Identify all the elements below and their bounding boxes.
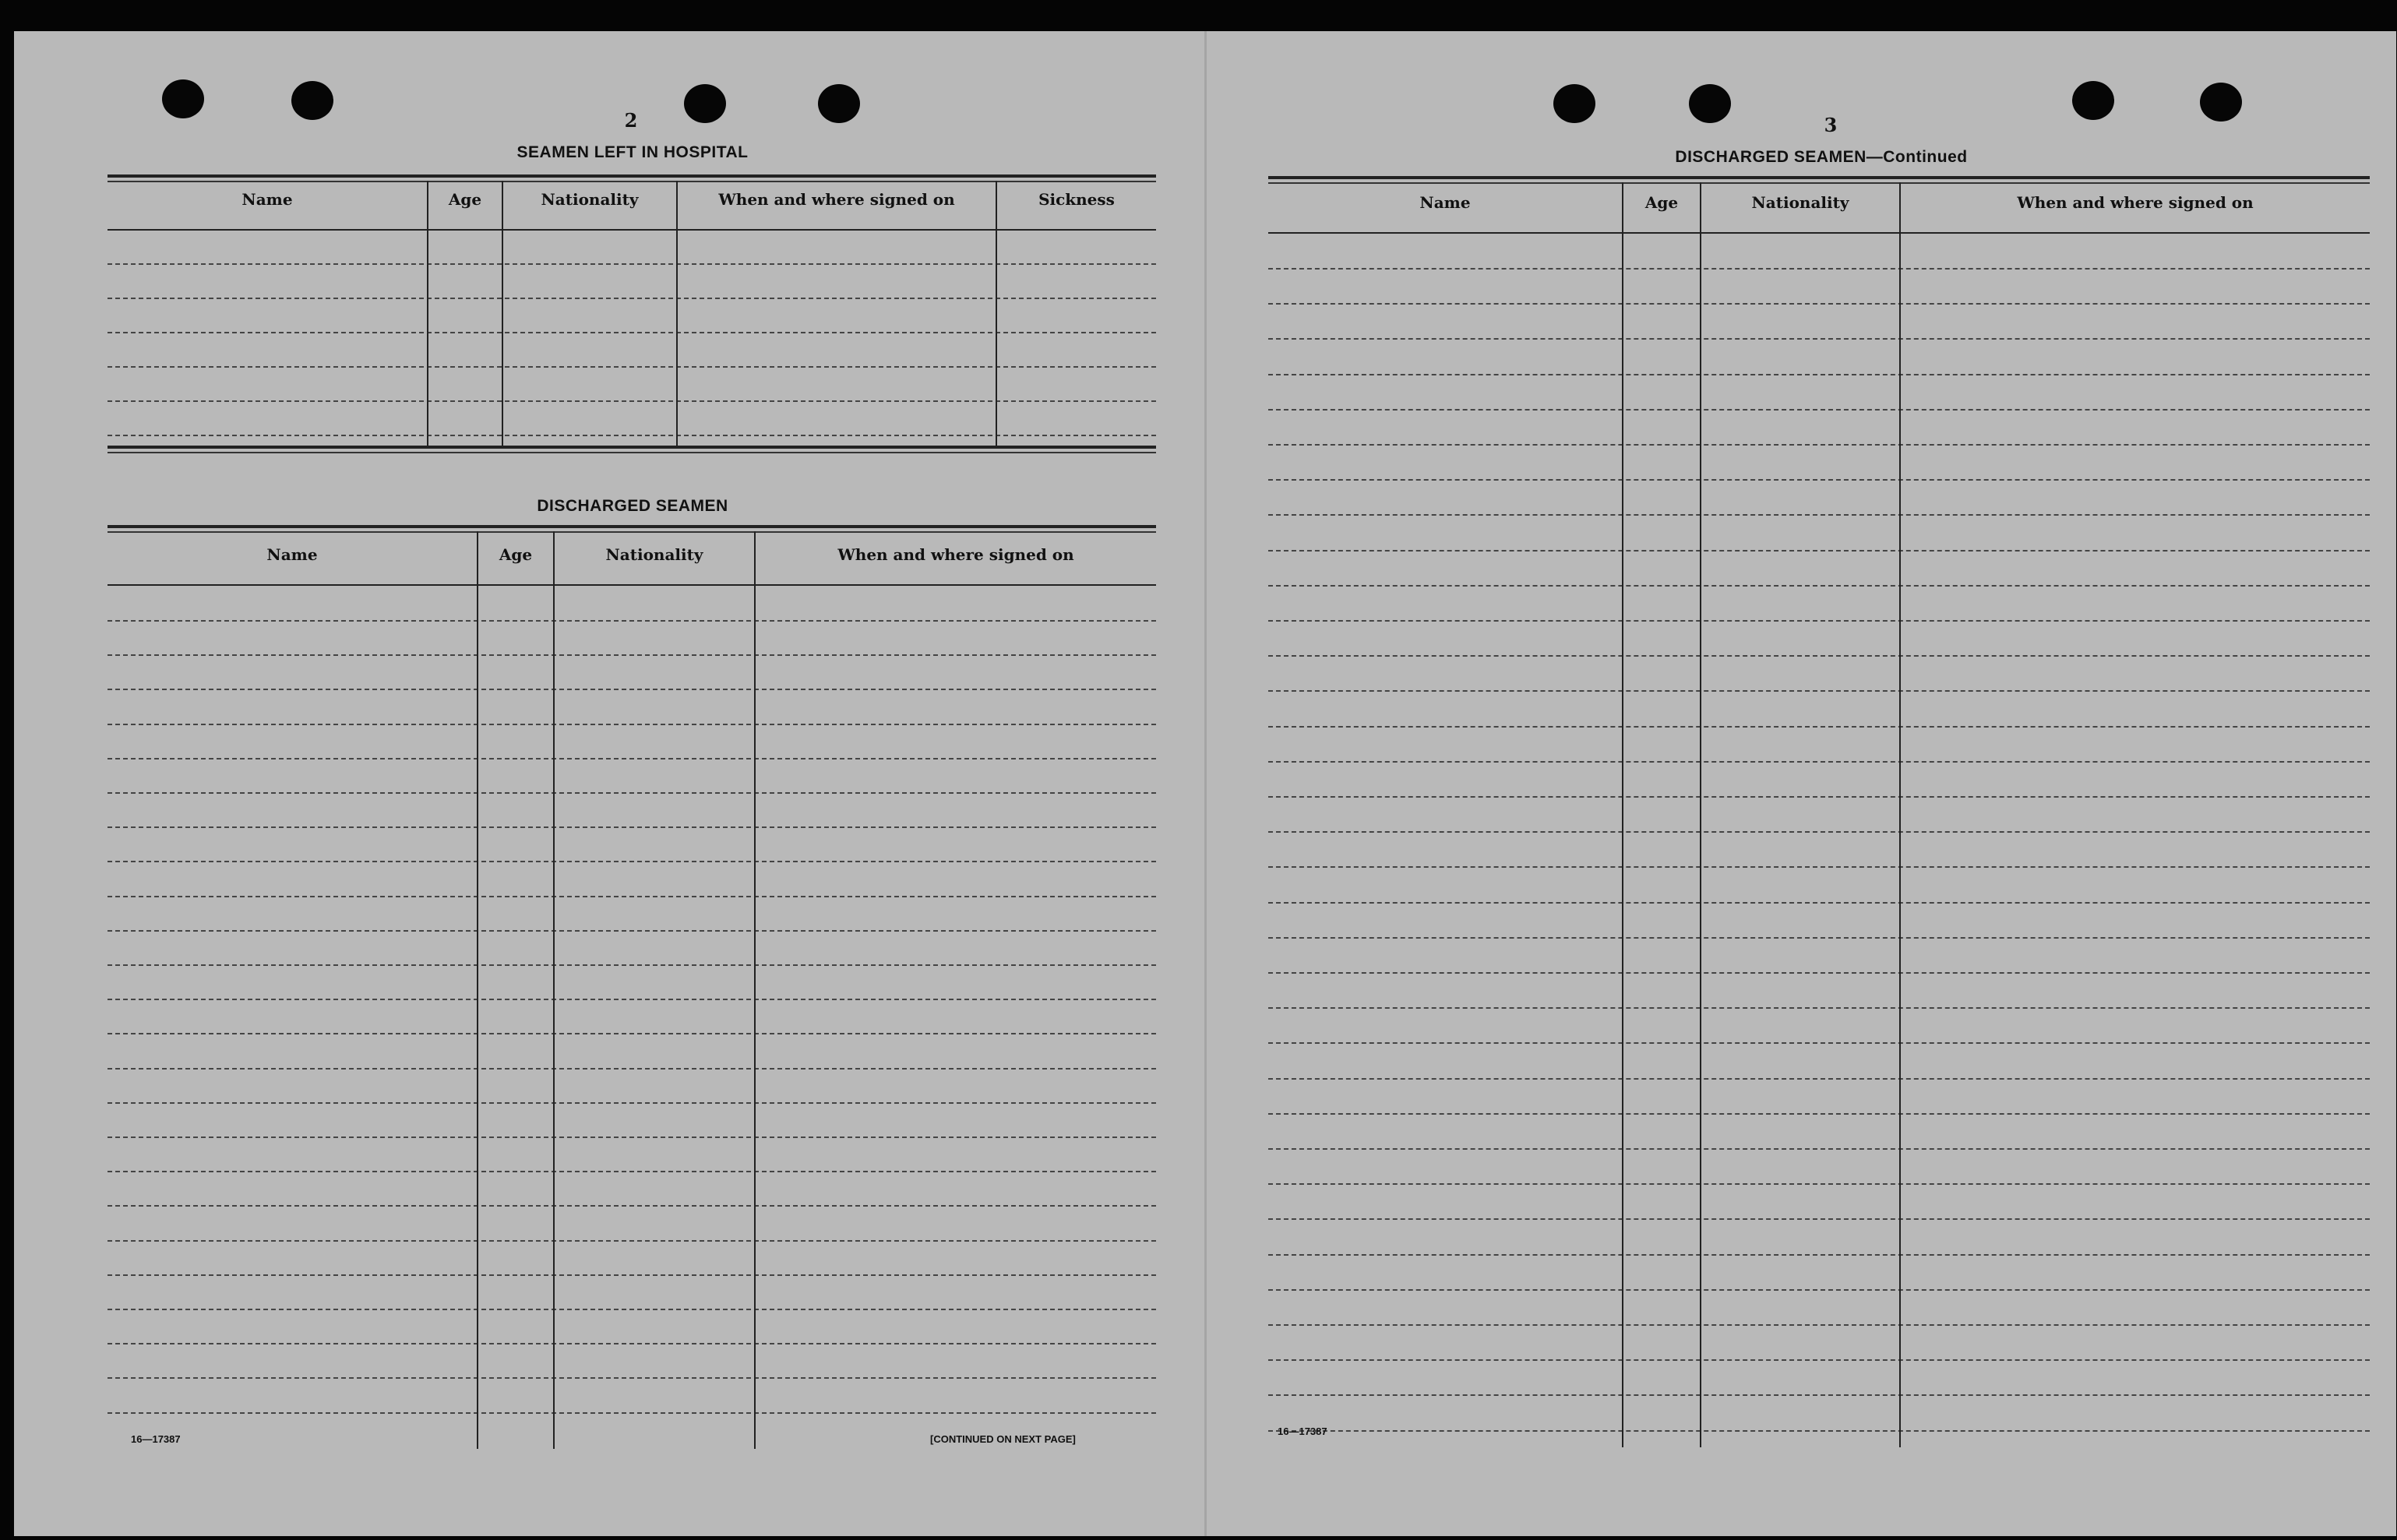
table-row-line <box>1268 937 2370 939</box>
column-header-nationality: Nationality <box>605 545 703 564</box>
column-header-signed-on: When and where signed on <box>718 190 955 209</box>
punch-hole <box>291 81 333 120</box>
table-row-line <box>1268 1394 2370 1396</box>
table-row-line <box>1268 1042 2370 1044</box>
punch-hole <box>1689 84 1731 123</box>
form-code: 16—17387 <box>1278 1425 1327 1437</box>
table-row-line <box>1268 796 2370 798</box>
table-row-line <box>108 1343 1156 1344</box>
punch-hole <box>1553 84 1595 123</box>
table-row-line <box>108 689 1156 690</box>
table-row-line <box>1268 514 2370 516</box>
hospital-table <box>108 174 1156 455</box>
table-row-line <box>1268 972 2370 974</box>
table-row-line <box>1268 374 2370 375</box>
table-row-line <box>108 964 1156 966</box>
right-page <box>1206 31 2396 1536</box>
table-row-line <box>1268 1289 2370 1291</box>
discharged-table-header <box>108 545 1156 584</box>
discharged-section-title: DISCHARGED SEAMEN <box>537 497 728 515</box>
column-header-nationality: Nationality <box>541 190 639 209</box>
table-row-line <box>108 1136 1156 1138</box>
table-row-line <box>1268 1359 2370 1361</box>
table-row-line <box>108 826 1156 828</box>
punch-hole <box>162 79 204 118</box>
table-row-line <box>108 724 1156 725</box>
left-page <box>14 31 1206 1536</box>
table-row-line <box>108 861 1156 862</box>
table-row-line <box>1268 479 2370 481</box>
table-row-line <box>1268 585 2370 587</box>
table-row-line <box>108 1274 1156 1276</box>
form-code: 16—17387 <box>131 1433 181 1445</box>
punch-hole <box>818 84 860 123</box>
table-row-line <box>1268 1254 2370 1256</box>
table-row-line <box>1268 761 2370 763</box>
punch-hole <box>2072 81 2114 120</box>
column-header-sickness: Sickness <box>1038 190 1115 209</box>
table-row-line <box>1268 444 2370 446</box>
table-row-line <box>1268 409 2370 411</box>
table-row-line <box>108 654 1156 656</box>
table-row-line <box>108 896 1156 897</box>
table-row-line <box>108 1171 1156 1172</box>
column-header-age: Age <box>499 545 533 564</box>
table-row-line <box>1268 1430 2370 1432</box>
table-row-line <box>108 1240 1156 1242</box>
table-row-line <box>108 620 1156 622</box>
discharged-continued-table <box>1268 176 2370 1449</box>
table-row-line <box>1268 902 2370 904</box>
column-header-age: Age <box>1644 193 1679 212</box>
column-header-nationality: Nationality <box>1751 193 1849 212</box>
table-row-line <box>108 1412 1156 1414</box>
column-header-name: Name <box>266 545 318 564</box>
table-row-line <box>1268 690 2370 692</box>
table-row-line <box>1268 1113 2370 1115</box>
table-row-line <box>108 1309 1156 1310</box>
table-row-line <box>108 1102 1156 1104</box>
discharged-continued-title: DISCHARGED SEAMEN—Continued <box>1675 148 1968 166</box>
table-row-line <box>1268 726 2370 728</box>
table-row-line <box>108 1377 1156 1379</box>
column-header-signed-on: When and where signed on <box>2017 193 2254 212</box>
table-row-line <box>1268 831 2370 833</box>
punch-hole <box>2200 83 2242 122</box>
table-row-line <box>1268 866 2370 868</box>
table-row-line <box>1268 338 2370 340</box>
column-header-name: Name <box>241 190 293 209</box>
table-row-line <box>1268 1218 2370 1220</box>
table-row-line <box>1268 550 2370 552</box>
hospital-section-title: SEAMEN LEFT IN HOSPITAL <box>516 143 749 161</box>
column-header-signed-on: When and where signed on <box>837 545 1074 564</box>
column-header-age: Age <box>448 190 482 209</box>
table-row-line <box>1268 1007 2370 1009</box>
page-number: 3 <box>1824 114 1838 136</box>
table-row-line <box>108 999 1156 1000</box>
document-sheet <box>14 31 2396 1536</box>
table-row-line <box>1268 655 2370 657</box>
table-row-line <box>1268 620 2370 622</box>
table-row-line <box>1268 268 2370 270</box>
table-row-line <box>108 930 1156 932</box>
hospital-table-header <box>108 190 1156 229</box>
table-row-line <box>1268 1148 2370 1150</box>
table-row-line <box>108 1068 1156 1070</box>
continued-note: [CONTINUED ON NEXT PAGE] <box>930 1433 1076 1445</box>
table-row-line <box>1268 303 2370 305</box>
punch-hole <box>684 84 726 123</box>
page-number: 2 <box>624 109 638 132</box>
table-row-line <box>108 1033 1156 1034</box>
discharged-continued-header <box>1268 193 2370 232</box>
table-row-line <box>108 758 1156 759</box>
table-row-line <box>1268 1183 2370 1185</box>
discharged-table <box>108 525 1156 1450</box>
table-row-line <box>108 792 1156 794</box>
table-row-line <box>1268 1078 2370 1080</box>
column-header-name: Name <box>1419 193 1471 212</box>
table-row-line <box>1268 1324 2370 1326</box>
table-row-line <box>108 1205 1156 1207</box>
